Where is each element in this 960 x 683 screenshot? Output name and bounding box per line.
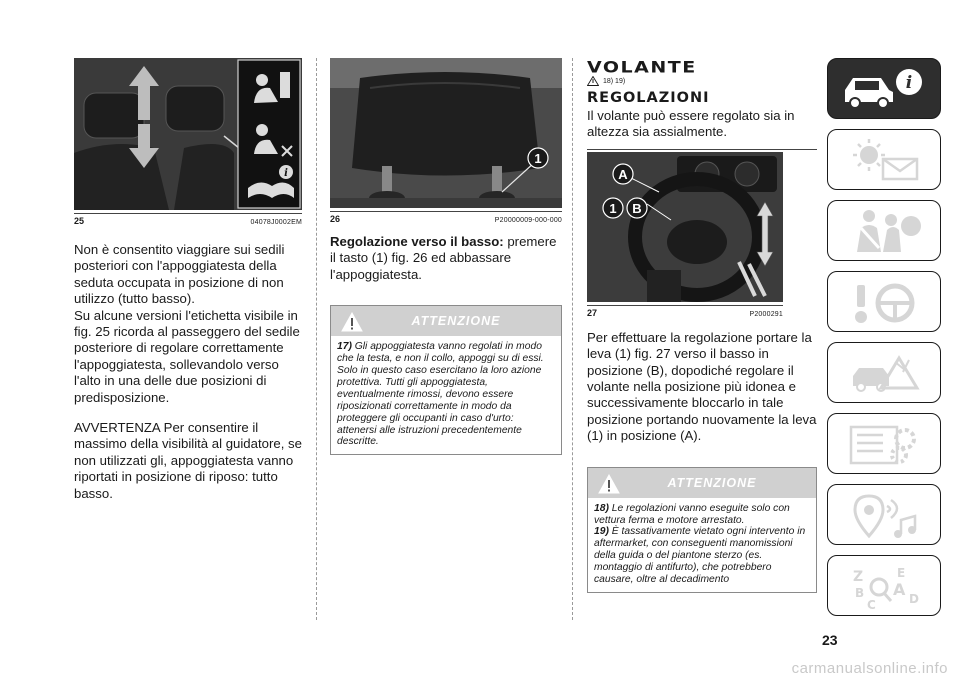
- warning-triangle-icon: [341, 312, 363, 332]
- intro-paragraph: Il volante può essere regolato sia in altezza sia assialmente.: [587, 108, 795, 140]
- tab-car-info[interactable]: [827, 58, 941, 119]
- warning-item-text: Le regolazioni vanno eseguite solo con vettura ferma e motore arrestato.: [594, 502, 790, 526]
- svg-text:i: i: [905, 72, 913, 93]
- maintenance-icon: [839, 419, 929, 469]
- figure-27-steering-adjust: [587, 152, 783, 302]
- svg-text:D: D: [909, 591, 919, 606]
- figure-caption: [330, 211, 562, 224]
- airbag-seatbelt-icon: [839, 206, 929, 256]
- lead-text: premere il tasto (1) fig. 26 ed abbassare l'appoggiatesta.: [330, 234, 557, 282]
- callout-b: B: [632, 200, 642, 216]
- warning-header: [331, 306, 561, 336]
- figure-25-headrest-label: [74, 58, 302, 210]
- footer-watermark: carmanualsonline.info: [791, 660, 948, 677]
- warning-body: [331, 336, 561, 454]
- paragraph: AVVERTENZA Per consentire il massimo della visibilità al guidatore, se non utilizzati gli, appoggiatesta vanno riportati in posizione di riposo: tutto basso.: [74, 420, 302, 501]
- chapter-tabs: [827, 58, 941, 626]
- callout-a: A: [618, 166, 628, 182]
- warning-header: [588, 468, 816, 498]
- headrest-label-illustration: [74, 58, 302, 210]
- warning-item: [337, 341, 555, 448]
- column-separator: [572, 58, 573, 620]
- tab-emergency[interactable]: [827, 342, 941, 403]
- figure-26-headrest-button: [330, 58, 562, 208]
- tab-index[interactable]: [827, 555, 941, 616]
- car-info-icon: [839, 64, 929, 114]
- figure-code: P2000291: [749, 310, 783, 318]
- tab-dashboard-lights[interactable]: [827, 129, 941, 190]
- tab-airbag-seatbelt[interactable]: [827, 200, 941, 261]
- warning-title: ATTENZIONE: [667, 475, 757, 490]
- svg-text:A: A: [893, 579, 906, 599]
- column-2: [330, 58, 562, 455]
- dashboard-lights-icon: [839, 135, 929, 185]
- tab-multimedia[interactable]: [827, 484, 941, 545]
- section-title: VOLANTE: [587, 58, 697, 77]
- svg-text:E: E: [897, 565, 906, 580]
- column-separator: [316, 58, 317, 620]
- section-refs: 18) 19): [603, 77, 626, 85]
- tab-steering-key[interactable]: [827, 271, 941, 332]
- emergency-icon: [839, 348, 929, 398]
- figure-number: 26: [330, 214, 341, 224]
- column-3: [587, 58, 817, 593]
- warning-item-number: 17): [337, 341, 352, 353]
- index-icon: [839, 561, 929, 611]
- figure-number: 27: [587, 307, 598, 318]
- svg-text:C: C: [867, 597, 876, 611]
- warning-box: [330, 305, 562, 455]
- figure-caption: [74, 213, 302, 226]
- callout-1: 1: [534, 151, 542, 166]
- warning-item: [594, 526, 810, 586]
- warning-item: [594, 503, 810, 527]
- paragraph: Per effettuare la regolazione portare la leva (1) fig. 27 verso il basso in posizione (B), dopodiché regolare il volante nella posizione più idonea e successivamente bloccarlo in tale posizione portando nuovamente la leva (1) in posizione (A).: [587, 329, 817, 444]
- svg-text:B: B: [855, 585, 865, 600]
- headrest-button-photo: [330, 58, 562, 208]
- subsection-title: REGOLAZIONI: [587, 90, 710, 106]
- paragraph: Non è consentito viaggiare sui sedili posteriori con l'appoggiatesta della seduta occupata in posizione di non utilizzo (tutto basso).: [74, 242, 285, 307]
- warning-item-number: 19): [594, 526, 609, 538]
- figure-caption: [587, 305, 783, 318]
- warning-body: [588, 498, 816, 592]
- figure-code: 04078J0002EM: [250, 219, 302, 226]
- section-refs-row: [587, 76, 817, 86]
- warning-title: ATTENZIONE: [411, 314, 501, 329]
- lead-bold: Regolazione verso il basso:: [330, 234, 504, 249]
- figure-code: P20000009-000-000: [494, 217, 562, 224]
- steering-key-icon: [839, 277, 929, 327]
- figure-number: 25: [74, 216, 85, 226]
- warning-item-text: È tassativamente vietato ogni intervento in aftermarket, con conseguenti manomissioni della guida o del piantone sterzo (es. montaggio di antifurto), che potrebbero causare, oltre al decadimento: [594, 526, 806, 586]
- warning-item-text: Gli appoggiatesta vanno regolati in modo che la testa, e non il collo, appoggi su di essi. Solo in questo caso esercitano la loro azione protettiva. Tutti gli appoggiatesta, eventualmente rimossi, devono essere riposizionati correttamente in modo da proteggere gli occupanti in caso d'urto: attenersi alle istruzioni precedentemente descritte.: [337, 341, 544, 448]
- paragraph: [330, 234, 562, 283]
- svg-text:Z: Z: [853, 568, 864, 585]
- svg-text:i: i: [284, 168, 288, 179]
- tab-maintenance[interactable]: [827, 413, 941, 474]
- warning-triangle-icon: [587, 76, 599, 86]
- column-1: [74, 58, 302, 502]
- warning-triangle-icon: [598, 474, 620, 494]
- paragraph: Su alcune versioni l'etichetta visibile in fig. 25 ricorda al passeggero del sedile posteriore di regolare correttamente l'appoggiatesta, sollevandolo verso l'alto in una delle due posizioni di predisposizione.: [74, 307, 300, 405]
- page-number: 23: [822, 632, 838, 648]
- callout-1: 1: [609, 200, 617, 216]
- warning-item-number: 18): [594, 502, 609, 514]
- steering-wheel-photo: [587, 152, 783, 302]
- multimedia-icon: [839, 490, 929, 540]
- warning-box: [587, 467, 817, 593]
